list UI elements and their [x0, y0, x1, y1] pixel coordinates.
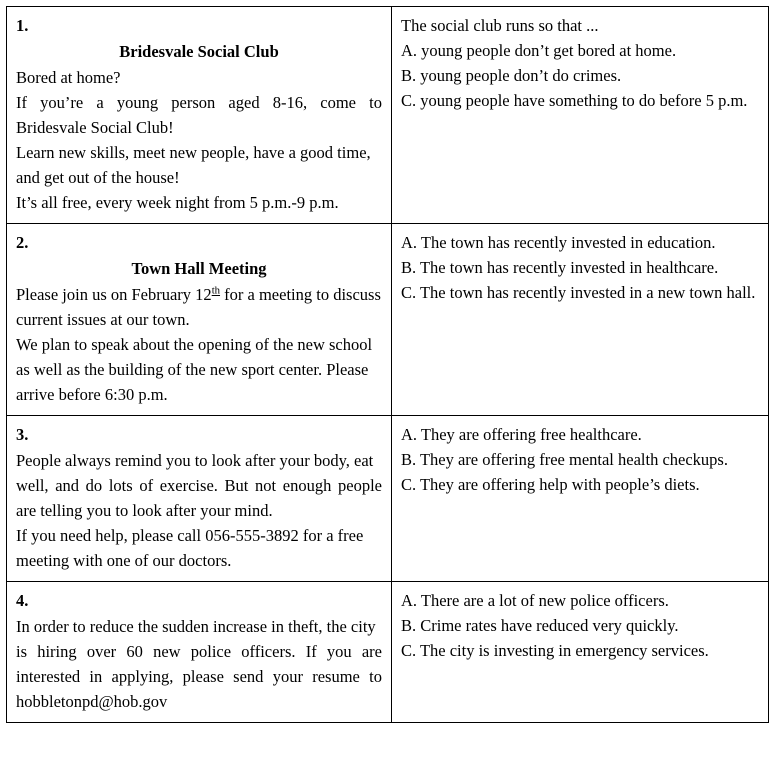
- item-number-3: 3.: [16, 425, 29, 444]
- passage-line: Bridesvale Social Club!: [16, 118, 174, 137]
- passage-line: is hiring over 60 new police officers. If you are: [16, 642, 382, 661]
- option-a[interactable]: A. young people don’t get bored at home.: [401, 41, 677, 60]
- worksheet-table-body: [7, 7, 769, 723]
- option-b[interactable]: B. They are offering free mental health checkups.: [401, 450, 728, 469]
- passage-line: We plan to speak about the opening of the new school: [16, 335, 373, 354]
- option-c[interactable]: C. The town has recently invested in a new town hall.: [401, 283, 756, 302]
- passage-line: arrive before 6:30 p.m.: [16, 385, 168, 404]
- passage-line: Learn new skills, meet new people, have a good time,: [16, 143, 371, 162]
- passage-cell-4: [7, 582, 392, 723]
- table-row: [7, 416, 769, 582]
- passage-line: and get out of the house!: [16, 168, 180, 187]
- question-stem-1: The social club runs so that ...: [401, 16, 599, 35]
- option-b[interactable]: B. Crime rates have reduced very quickly.: [401, 616, 679, 635]
- passage-line: current issues at our town.: [16, 310, 190, 329]
- ordinal-suffix: th: [211, 284, 221, 297]
- passage-line: [16, 282, 382, 307]
- option-a[interactable]: A. They are offering free healthcare.: [401, 425, 642, 444]
- item-number-4: 4.: [16, 591, 29, 610]
- passage-line-text: Please join us on February 12: [16, 285, 212, 304]
- option-a[interactable]: A. The town has recently invested in education.: [401, 233, 716, 252]
- questions-cell-1: [392, 7, 769, 224]
- table-row: [7, 224, 769, 416]
- option-b[interactable]: B. The town has recently invested in healthcare.: [401, 258, 719, 277]
- item-number-2: 2.: [16, 233, 29, 252]
- passage-line-text-cont: for a meeting to discuss: [220, 285, 381, 304]
- table-row: [7, 7, 769, 224]
- passage-line-email: hobbletonpd@hob.gov: [16, 692, 168, 711]
- questions-cell-2: [392, 224, 769, 416]
- passage-line: are telling you to look after your mind.: [16, 501, 273, 520]
- option-c[interactable]: C. The city is investing in emergency services.: [401, 641, 709, 660]
- passage-title-1: Bridesvale Social Club: [119, 42, 279, 61]
- passage-line: interested in applying, please send your resume to: [16, 667, 382, 686]
- passage-line: If you’re a young person aged 8-16, come to: [16, 93, 382, 112]
- passage-cell-2: [7, 224, 392, 416]
- passage-line: well, and do lots of exercise. But not enough people: [16, 476, 382, 495]
- option-c[interactable]: C. They are offering help with people’s diets.: [401, 475, 700, 494]
- passage-line: People always remind you to look after your body, eat: [16, 451, 374, 470]
- questions-cell-4: [392, 582, 769, 723]
- option-c[interactable]: C. young people have something to do before 5 p.m.: [401, 91, 748, 110]
- passage-line: meeting with one of our doctors.: [16, 551, 232, 570]
- option-a[interactable]: A. There are a lot of new police officers.: [401, 591, 669, 610]
- item-number-1: 1.: [16, 16, 29, 35]
- passage-line: It’s all free, every week night from 5 p.m.-9 p.m.: [16, 193, 339, 212]
- passage-line: Bored at home?: [16, 68, 121, 87]
- passage-cell-3: [7, 416, 392, 582]
- passage-cell-1: [7, 7, 392, 224]
- option-b[interactable]: B. young people don’t do crimes.: [401, 66, 622, 85]
- worksheet-table: [6, 6, 769, 723]
- table-row: [7, 582, 769, 723]
- passage-line: as well as the building of the new sport center. Please: [16, 360, 369, 379]
- questions-cell-3: [392, 416, 769, 582]
- passage-line: In order to reduce the sudden increase in theft, the city: [16, 617, 376, 636]
- passage-title-2: Town Hall Meeting: [131, 259, 267, 278]
- passage-line: If you need help, please call 056-555-3892 for a free: [16, 526, 364, 545]
